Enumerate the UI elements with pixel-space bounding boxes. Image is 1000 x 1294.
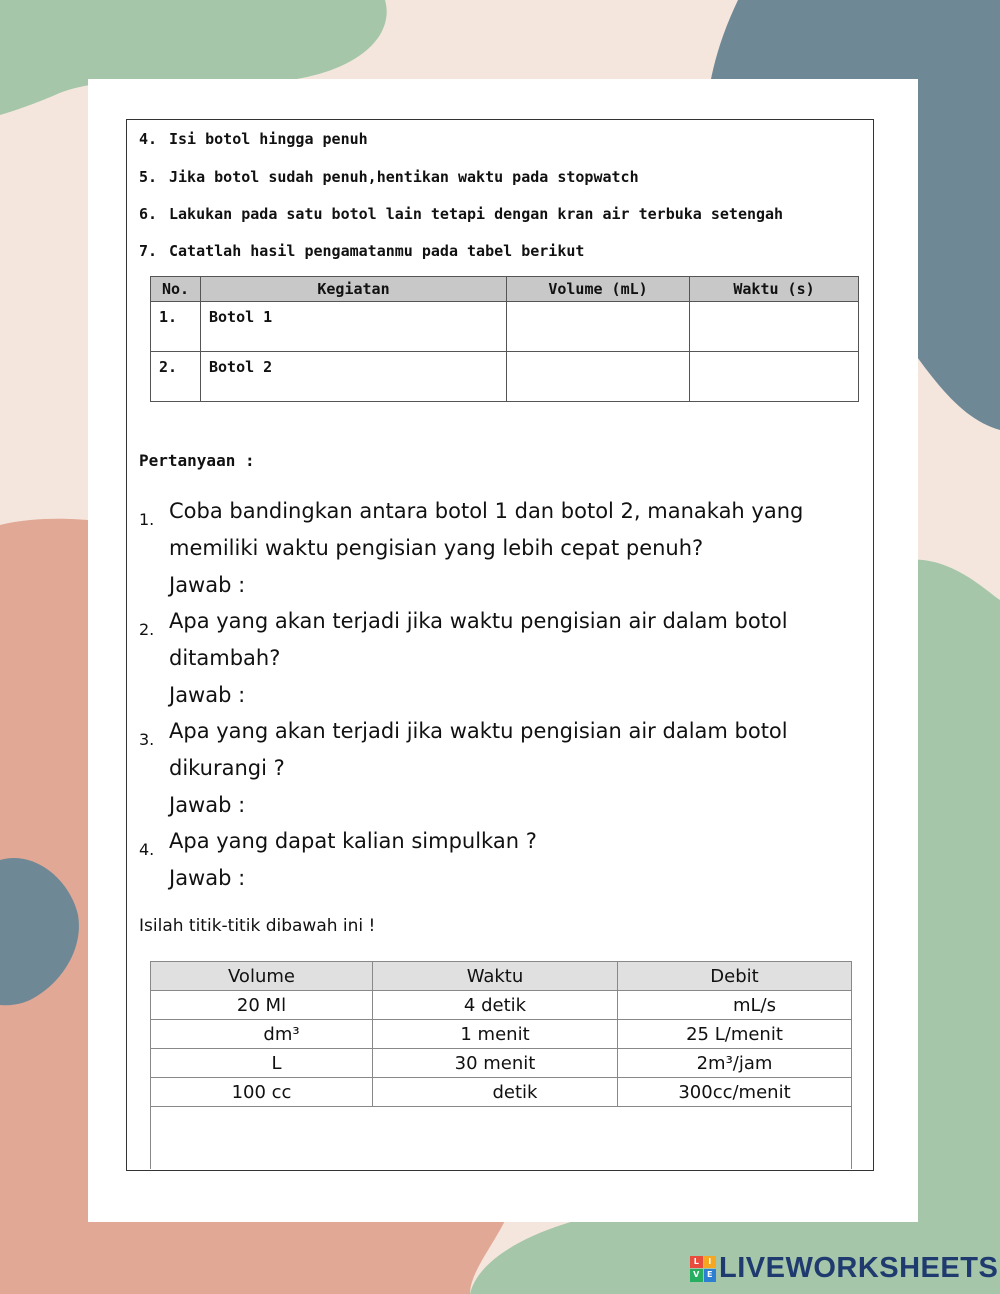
waktu-cell: 1 menit [373,1020,618,1049]
step-4: 4. Isi botol hingga penuh [139,130,368,148]
answer-label[interactable]: Jawab : [169,793,246,817]
row-no: 1. [151,302,201,352]
question-text: Coba bandingkan antara botol 1 dan botol 2, manakah yang [169,499,804,523]
header-volume: Volume [151,962,373,991]
brand-name: LIVEWORKSHEETS [719,1252,999,1284]
table-row [151,302,859,352]
questions-heading: Pertanyaan : [139,451,255,470]
volume-cell[interactable]: L [151,1049,373,1078]
step-7: 7. Catatlah hasil pengamatanmu pada tabel berikut [139,242,585,260]
answer-label[interactable]: Jawab : [169,573,246,597]
observation-table [150,276,859,402]
observation-header-row [151,277,859,302]
answer-label[interactable]: Jawab : [169,866,246,890]
table-row [151,991,852,1020]
question-number: 4. [139,840,155,859]
step-5: 5. Jika botol sudah penuh,hentikan waktu pada stopwatch [139,168,639,186]
debit-table [150,961,852,1169]
question-text: Apa yang akan terjadi jika waktu pengisian air dalam botol [169,609,788,633]
live-badge-icon: L I V E [690,1256,716,1282]
blank-row [151,1107,852,1170]
volume-input-cell[interactable] [507,302,690,352]
header-waktu: Waktu [373,962,618,991]
fill-instruction: Isilah titik-titik dibawah ini ! [139,916,376,936]
waktu-cell: 30 menit [373,1049,618,1078]
question-text: Apa yang dapat kalian simpulkan ? [169,829,537,853]
waktu-input-cell[interactable] [690,352,859,402]
question-3 [139,713,839,824]
debit-header-row [151,962,852,991]
waktu-cell: 4 detik [373,991,618,1020]
liveworksheets-logo [690,1252,998,1285]
answer-label[interactable]: Jawab : [169,683,246,707]
volume-cell[interactable]: dm³ [151,1020,373,1049]
header-waktu: Waktu (s) [690,277,859,302]
debit-cell: 2m³/jam [618,1049,852,1078]
volume-cell: 20 Ml [151,991,373,1020]
question-1 [139,493,839,604]
header-kegiatan: Kegiatan [201,277,507,302]
table-row [151,1020,852,1049]
volume-cell: 100 cc [151,1078,373,1107]
table-row [151,1049,852,1078]
row-kegiatan: Botol 1 [201,302,507,352]
question-number: 3. [139,730,155,749]
header-volume: Volume (mL) [507,277,690,302]
step-6: 6. Lakukan pada satu botol lain tetapi dengan kran air terbuka setengah [139,205,784,223]
table-row [151,352,859,402]
debit-cell: 25 L/menit [618,1020,852,1049]
table-row [151,1078,852,1107]
blank-cell [151,1107,852,1170]
question-number: 1. [139,510,155,529]
debit-cell[interactable]: mL/s [618,991,852,1020]
debit-cell: 300cc/menit [618,1078,852,1107]
row-kegiatan: Botol 2 [201,352,507,402]
question-2 [139,603,839,714]
volume-input-cell[interactable] [507,352,690,402]
waktu-cell[interactable]: detik [373,1078,618,1107]
question-4 [139,823,839,897]
question-text: ditambah? [169,646,281,670]
question-number: 2. [139,620,155,639]
header-debit: Debit [618,962,852,991]
row-no: 2. [151,352,201,402]
question-text: memiliki waktu pengisian yang lebih cepat penuh? [169,536,704,560]
question-text: dikurangi ? [169,756,285,780]
waktu-input-cell[interactable] [690,302,859,352]
header-no: No. [151,277,201,302]
question-text: Apa yang akan terjadi jika waktu pengisian air dalam botol [169,719,788,743]
